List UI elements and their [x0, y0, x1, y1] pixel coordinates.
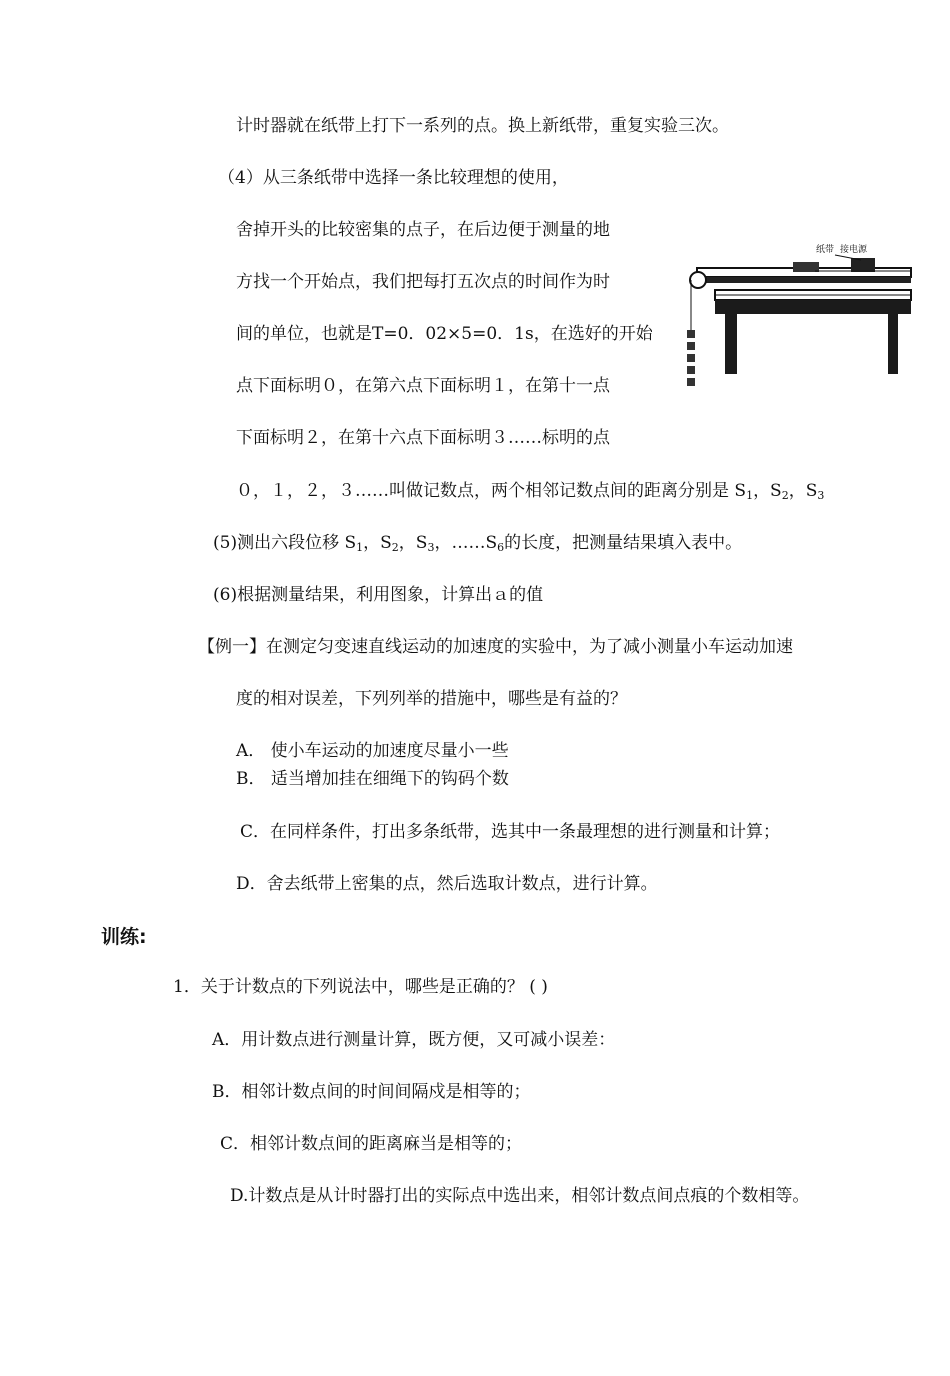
- apparatus-figure: [685, 238, 915, 390]
- text-line-7: 下面标明２，在第十六点下面标明３……标明的点: [236, 428, 610, 448]
- text-line-1: 计时器就在纸带上打下一系列的点。换上新纸带，重复实验三次。: [236, 116, 729, 136]
- text-line-2: （4）从三条纸带中选择一条比较理想的使用，: [218, 168, 569, 188]
- text-line-8-part-a: ０，１，２，３……叫做记数点，两个相邻记数点间的距离分别是 S: [236, 481, 747, 501]
- option-c: C．在同样条件，打出多条纸带，选其中一条最理想的进行测量和计算；: [240, 822, 781, 842]
- question-1-option-b: B．相邻计数点间的时间间隔戍是相等的；: [212, 1082, 531, 1102]
- text-line-4: 方找一个开始点，我们把每打五次点的时间作为时: [236, 272, 610, 292]
- timer: [851, 258, 875, 272]
- text-line-9-part-a: (5)测出六段位移 S: [213, 533, 357, 553]
- subscript-6: 6: [497, 541, 505, 554]
- option-d: D．舍去纸带上密集的点，然后选取计数点，进行计算。: [236, 874, 658, 894]
- text-line-10: (6)根据测量结果，利用图象，计算出ａ的值: [213, 585, 544, 605]
- text-line-9-part-d: ，……S: [434, 533, 498, 553]
- text-line-3: 舍掉开头的比较密集的点子，在后边便于测量的地: [236, 220, 610, 240]
- text-line-9: [213, 532, 742, 554]
- option-a: A． 使小车运动的加速度尽量小一些: [236, 741, 509, 761]
- subscript-3: 3: [817, 489, 825, 502]
- section-heading: 训练:: [101, 926, 147, 948]
- weight-4: [687, 366, 695, 374]
- question-1-option-c: C．相邻计数点间的距离麻当是相等的；: [220, 1134, 523, 1154]
- subscript-3b: 3: [427, 541, 435, 554]
- label-pointer: [835, 255, 861, 260]
- text-line-9-part-e: 的长度，把测量结果填入表中。: [504, 533, 743, 553]
- example-line-2: 度的相对误差，下列列举的措施中，哪些是有益的？: [236, 689, 627, 709]
- weight-5: [687, 378, 695, 386]
- text-line-8: [236, 480, 824, 502]
- track-edge: [697, 277, 911, 283]
- question-1-option-a: A．用计数点进行测量计算，既方便，又可减小误差：: [212, 1030, 616, 1050]
- text-line-9-part-b: ，S: [363, 533, 392, 553]
- pulley: [690, 272, 706, 288]
- subscript-1b: 1: [356, 541, 364, 554]
- table-apron: [715, 300, 911, 314]
- figure-label-tape: 纸带: [816, 245, 835, 255]
- table-leg-left: [725, 314, 737, 374]
- table-leg-right: [888, 314, 898, 374]
- subscript-2: 2: [781, 489, 789, 502]
- text-line-8-part-b: ，S: [753, 481, 782, 501]
- text-line-5: 间的单位，也就是T=0．02×5=0．1s，在选好的开始: [236, 324, 653, 344]
- option-b: B． 适当增加挂在细绳下的钩码个数: [236, 769, 509, 789]
- question-1-option-d: D.计数点是从计时器打出的实际点中选出来，相邻计数点间点痕的个数相等。: [230, 1186, 810, 1206]
- text-line-6: 点下面标明０，在第六点下面标明１，在第十一点: [236, 376, 610, 396]
- subscript-1: 1: [746, 489, 754, 502]
- text-line-9-part-c: ，S: [398, 533, 428, 553]
- figure-label-power: 接电源: [840, 245, 868, 255]
- example-line-1: 【例一】在测定匀变速直线运动的加速度的实验中，为了减小测量小车运动加速: [198, 637, 793, 657]
- weight-2: [687, 342, 695, 350]
- subscript-2b: 2: [391, 541, 399, 554]
- text-line-8-part-c: ，S: [788, 481, 818, 501]
- question-1: 1．关于计数点的下列说法中，哪些是正确的？ ( ): [173, 977, 548, 997]
- weight-1: [687, 330, 695, 338]
- weight-3: [687, 354, 695, 362]
